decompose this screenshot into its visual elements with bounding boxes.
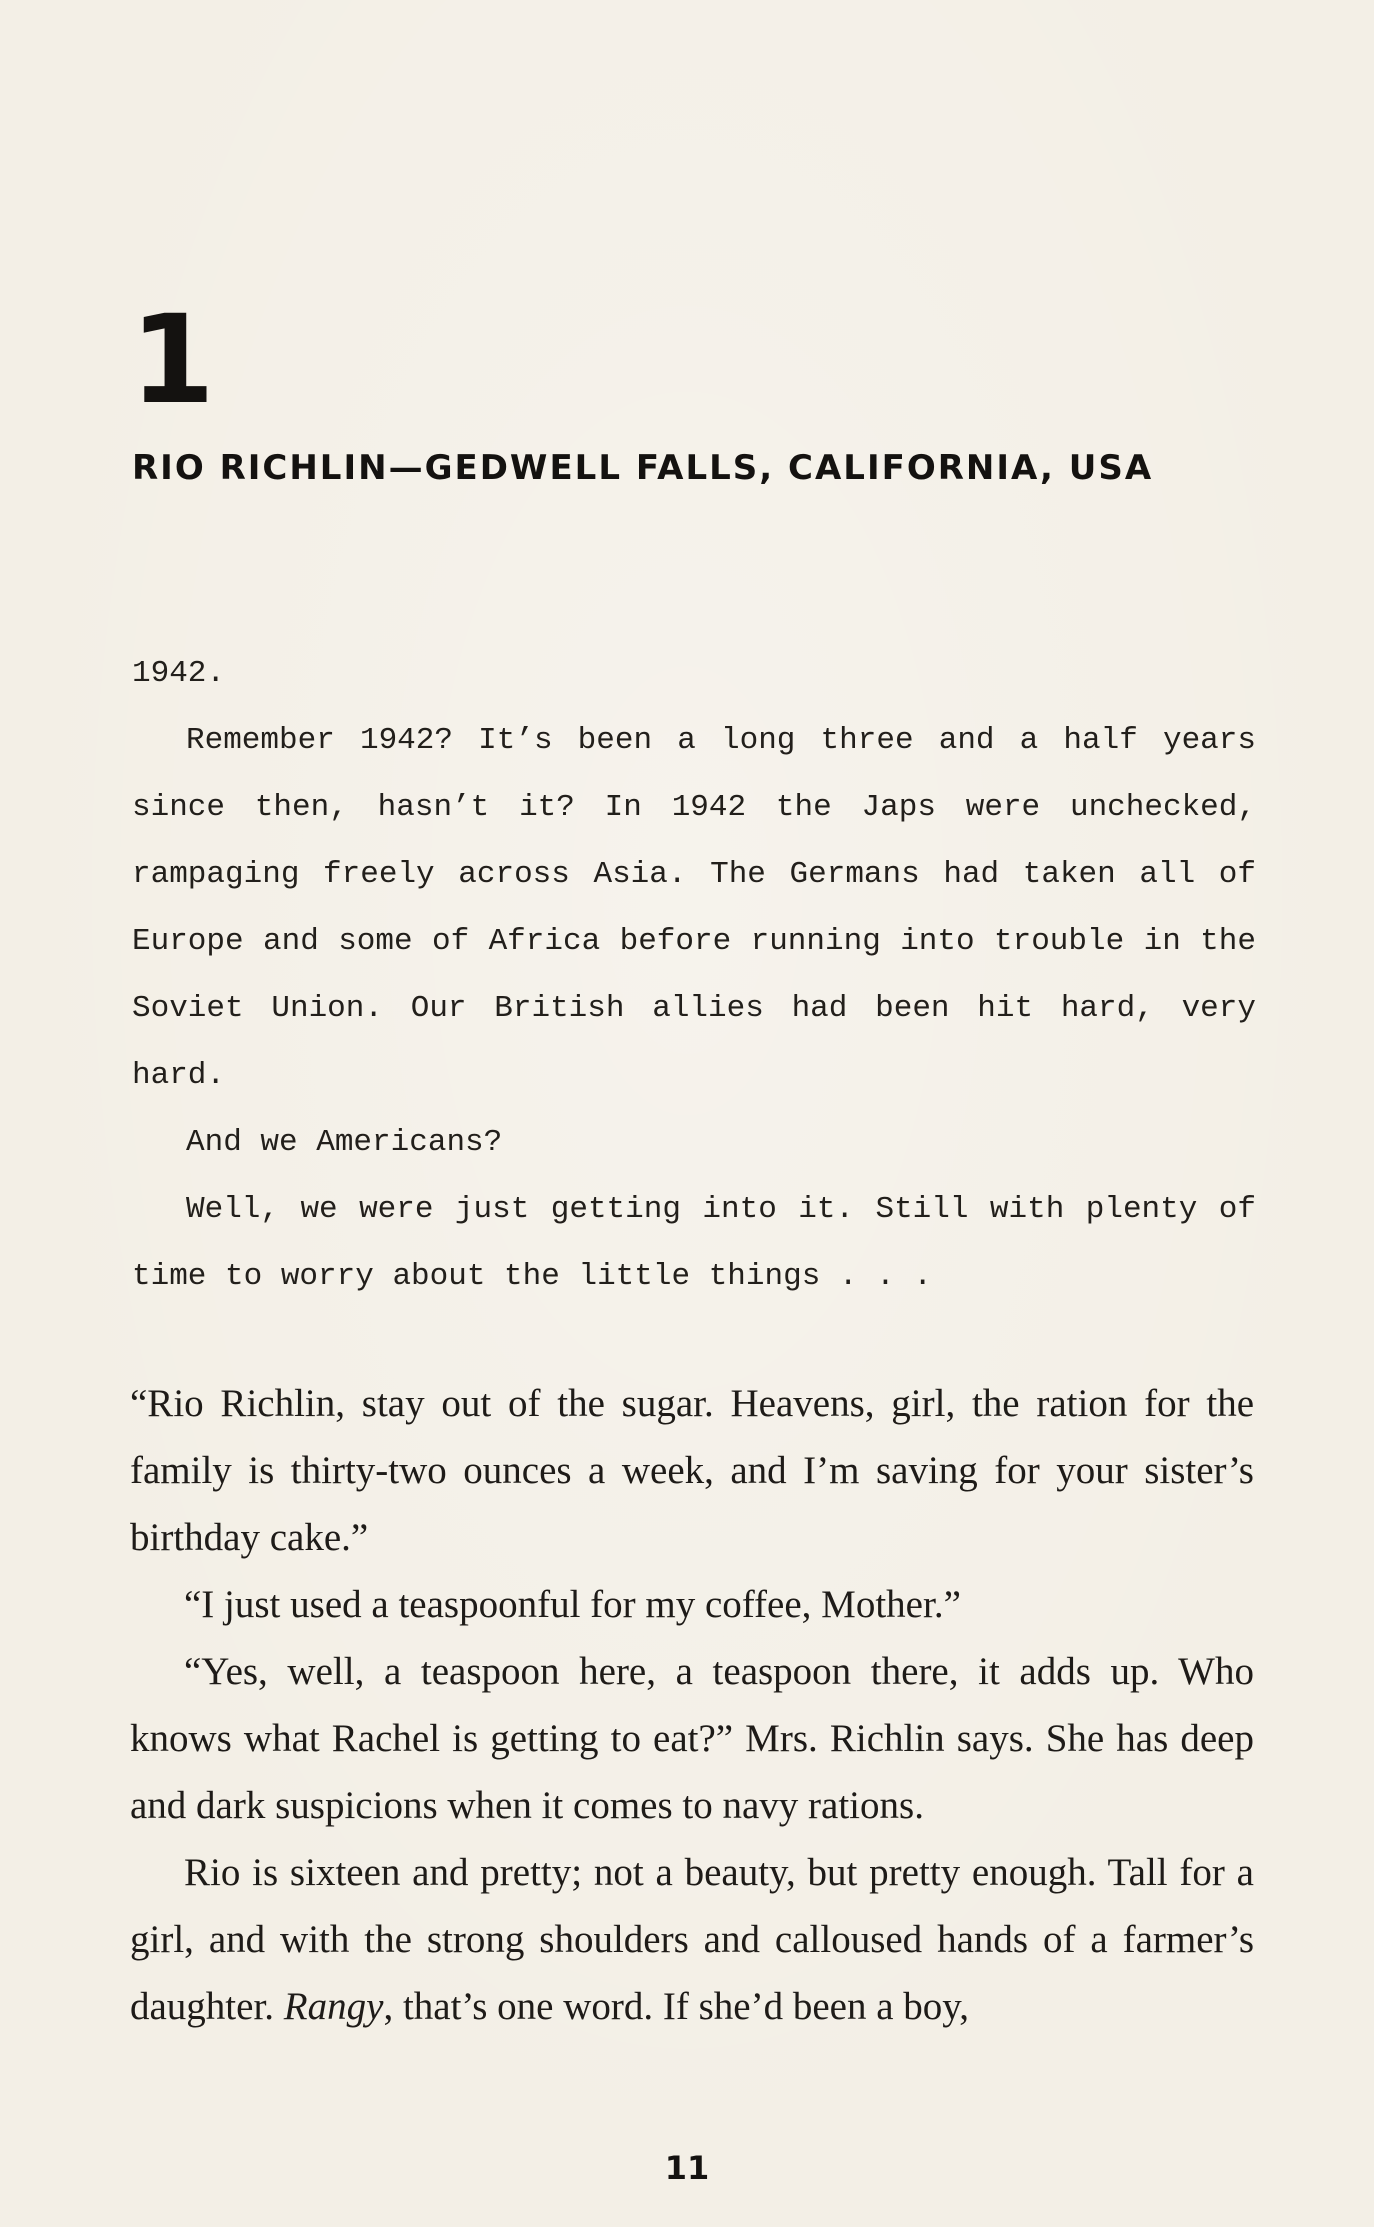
story-paragraph-1: “Rio Richlin, stay out of the sugar. Heavens, girl, the ration for the family is thirty-two ounces a week, and I’m saving for your sister’s birthday cake.”	[130, 1382, 1254, 1559]
story-section	[130, 1370, 1254, 2040]
chapter-number: 1	[130, 289, 213, 431]
story-paragraph-3: “Yes, well, a teaspoon here, a teaspoon there, it adds up. Who knows what Rachel is getting to eat?” Mrs. Richlin says. She has deep and dark suspicions when it comes to navy rations.	[130, 1650, 1254, 1827]
typed-paragraph-3: Well, we were just getting into it. Still with plenty of time to worry about the little things . . .	[132, 1192, 1256, 1294]
italic-word: Rangy	[283, 1985, 384, 2028]
story-paragraph-4-end: , that’s one word. If she’d been a boy,	[383, 1985, 969, 2028]
typed-paragraph-1: Remember 1942? It’s been a long three and a half years since then, hasn’t it? In 1942 the Japs were unchecked, rampaging freely across Asia. The Germans had taken all of Europe and some of Africa before running into trouble in the Soviet Union. Our British allies had been hit hard, very hard.	[132, 723, 1256, 1093]
typewriter-section	[132, 640, 1256, 1310]
year-line: 1942.	[132, 656, 226, 691]
story-paragraph-4	[130, 1839, 1254, 2040]
page-number: 11	[664, 2149, 710, 2187]
typed-paragraph-2: And we Americans?	[186, 1125, 503, 1160]
story-paragraph-4-start: Rio is sixteen and pretty; not a beauty, but pretty enough. Tall for a girl, and with the strong shoulders and calloused hands of a farmer’s daughter.	[130, 1851, 1254, 2028]
story-paragraph-2: “I just used a teaspoonful for my coffee, Mother.”	[184, 1583, 961, 1626]
chapter-title: RIO RICHLIN—GEDWELL FALLS, CALIFORNIA, USA	[132, 448, 1154, 488]
